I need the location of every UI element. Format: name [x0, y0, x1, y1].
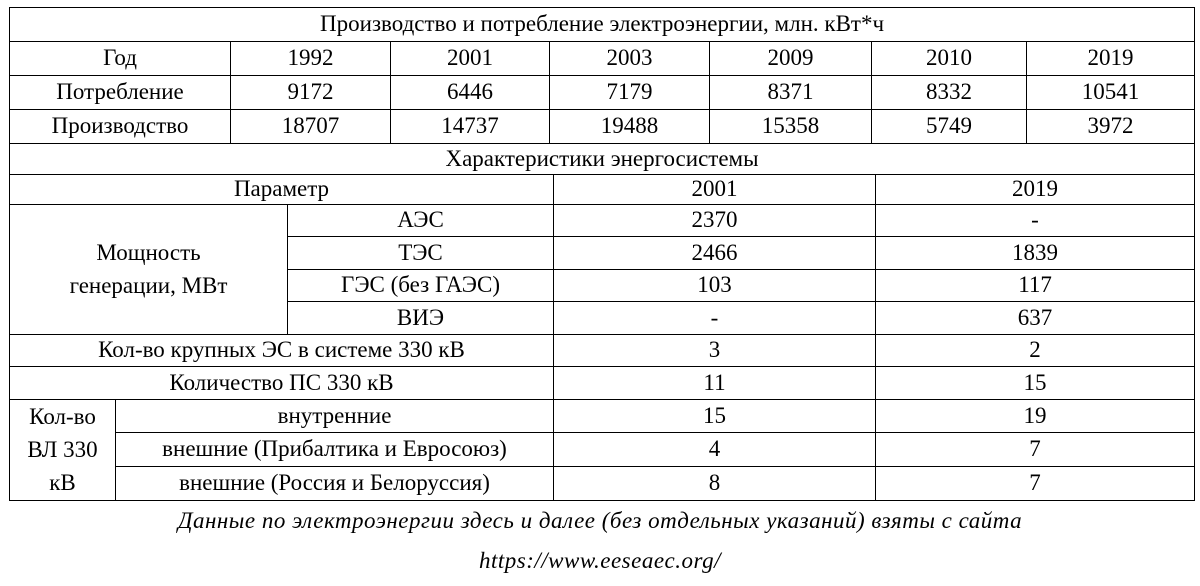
table-row-consumption	[10, 76, 1195, 110]
row-label: внешние (Россия и Белоруссия)	[116, 466, 554, 500]
table-cell: 19488	[550, 110, 710, 144]
table-cell: 8	[554, 466, 876, 500]
year-cell: 2010	[872, 42, 1027, 76]
capacity-group-label-text: Мощность генерации, МВт	[69, 239, 228, 298]
table-cell: 9172	[231, 76, 391, 110]
table-cell: 3972	[1027, 110, 1195, 144]
production-consumption-table	[9, 7, 1195, 144]
table-cell: 11	[554, 367, 876, 400]
table-cell: 3	[554, 334, 876, 367]
row-label: АЭС	[288, 204, 554, 237]
table-cell: 7179	[550, 76, 710, 110]
row-label: Количество ПС 330 кВ	[10, 367, 554, 400]
row-label: ТЭС	[288, 237, 554, 270]
row-label: внешние (Прибалтика и Евросоюз)	[116, 433, 554, 467]
source-url: https://www.eeseaec.org/	[479, 548, 721, 573]
year-header-label: Год	[10, 42, 231, 76]
year-cell: 2019	[1027, 42, 1195, 76]
table-cell: 18707	[231, 110, 391, 144]
row-label: Кол-во крупных ЭС в системе 330 кВ	[10, 334, 554, 367]
row-label: ГЭС (без ГАЭС)	[288, 269, 554, 302]
year-header: 2019	[876, 174, 1195, 204]
row-label: Производство	[10, 110, 231, 144]
table-title-row	[10, 8, 1195, 42]
table-cell: 6446	[391, 76, 550, 110]
table-title-row	[10, 144, 1195, 174]
table-cell: -	[876, 204, 1195, 237]
table-header-row	[10, 174, 1195, 204]
table-row	[10, 204, 1195, 237]
table-cell: 19	[876, 399, 1195, 433]
system-table-title: Характеристики энергосистемы	[10, 144, 1195, 174]
table-cell: 15358	[710, 110, 872, 144]
table-cell: 8332	[872, 76, 1027, 110]
table-cell: -	[554, 302, 876, 335]
table-row-production	[10, 110, 1195, 144]
table-cell: 2	[876, 334, 1195, 367]
table-cell: 2466	[554, 237, 876, 270]
table-row	[10, 466, 1195, 500]
table-cell: 14737	[391, 110, 550, 144]
year-cell: 1992	[231, 42, 391, 76]
table-cell: 10541	[1027, 76, 1195, 110]
production-table-title: Производство и потребление электроэнергии, млн. кВт*ч	[10, 8, 1195, 42]
table-cell: 7	[876, 466, 1195, 500]
year-header: 2001	[554, 174, 876, 204]
row-label: ВИЭ	[288, 302, 554, 335]
lines-group-label	[10, 399, 116, 500]
table-cell: 1839	[876, 237, 1195, 270]
param-header: Параметр	[10, 174, 554, 204]
year-cell: 2003	[550, 42, 710, 76]
table-cell: 117	[876, 269, 1195, 302]
energy-system-table	[9, 144, 1195, 501]
table-cell: 15	[554, 399, 876, 433]
table-cell: 2370	[554, 204, 876, 237]
table-row	[10, 399, 1195, 433]
table-row	[10, 367, 1195, 400]
lines-group-label-text: Кол-во ВЛ 330 кВ	[27, 403, 98, 496]
source-caption: Данные по электроэнергии здесь и далее (без отдельных указаний) взяты с сайта	[177, 508, 1023, 533]
table-cell: 7	[876, 433, 1195, 467]
table-cell: 5749	[872, 110, 1027, 144]
table-row	[10, 433, 1195, 467]
table-row	[10, 334, 1195, 367]
table-cell: 4	[554, 433, 876, 467]
year-cell: 2009	[710, 42, 872, 76]
row-label: Потребление	[10, 76, 231, 110]
capacity-group-label	[10, 204, 288, 334]
table-cell: 103	[554, 269, 876, 302]
table-row-years	[10, 42, 1195, 76]
year-cell: 2001	[391, 42, 550, 76]
table-cell: 637	[876, 302, 1195, 335]
table-cell: 15	[876, 367, 1195, 400]
row-label: внутренние	[116, 399, 554, 433]
table-cell: 8371	[710, 76, 872, 110]
